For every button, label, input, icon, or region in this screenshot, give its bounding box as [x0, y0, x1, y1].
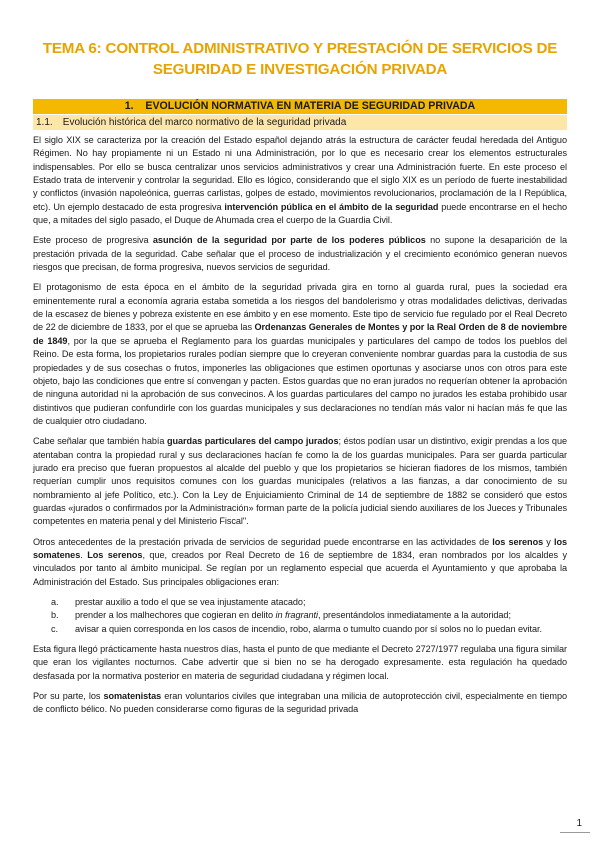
text-run: Por su parte, los	[33, 691, 104, 702]
bold-run: Ordenanzas Generales de Montes y por la Real Orden de 8 de noviembre de 1849	[33, 322, 567, 346]
text-run: y	[543, 536, 554, 547]
italic-run: in fragranti	[275, 610, 318, 621]
subsection-number: 1.1.	[36, 117, 53, 128]
list-item-text: avisar a quien corresponda en los casos de incendio, robo, alarma o tumulto cuando por sí solos no lo puedan evitar.	[75, 623, 542, 634]
section-title: EVOLUCIÓN NORMATIVA EN MATERIA DE SEGURIDAD PRIVADA	[145, 100, 476, 112]
section-number: 1.	[124, 100, 134, 112]
text-run: Cabe señalar que también había	[33, 436, 167, 447]
page-number: 1	[576, 818, 582, 829]
list-item-text: , presentándolos inmediatamente a la autoridad;	[317, 610, 511, 621]
document-title	[30, 38, 570, 80]
text-run: no supone la desaparición de la prestación privada de la seguridad. Cabe señalar que el proceso de industrialización y el crecimiento económico generan nuevos riesgos que precisan, de forma progresiva, nuevos servicios de seguridad.	[33, 235, 567, 273]
paragraph-4	[33, 435, 567, 528]
bold-run: Los serenos	[87, 549, 143, 560]
text-run: El siglo XIX se caracteriza por la creación del Estado español dejando atrás la estructura de carácter feudal heredada del Antiguo Régimen. No hay propiamente ni un Estado ni una Administración, por lo que es necesario crear los elementos estructurales indispensables. Por ello se busca centralizar unos servicios administrativos y crear una Administración fuerte. En este proceso el Estado trata de intervenir y controlar la seguridad. Ello es lógico, considerando que el siglo XIX es un período de fuerte inestabilidad y conflictos (invasión napoleónica, guerras carlistas, golpes de estado, movimientos revolucionarios, proclamación de la I República, etc). Un ejemplo destacado de esta progresiva	[33, 135, 567, 212]
list-marker: c.	[51, 623, 58, 634]
bold-run: intervención pública en el ámbito de la seguridad	[224, 201, 439, 212]
text-run: ; éstos podían usar un distintivo, exigir prendas a los que atentaban contra la propiedad rural y sus declaraciones hacían fe como la de los guardas municipales. Para ser guarda particular jurado era preciso que fueran propuestos al alcalde del pueblo y que los propietarios se hicieran fiadores de los mismos, también requerían cumplir unos requisitos comunes con los guardas municipales (relativos a las fianzas, a dar conocimiento de su nombramiento al jefe Político, etc.). Con la Ley de Enjuiciamiento Criminal de 14 de septiembre de 1882 se consideró que estos guardas «jurados o confirmados por la Administración» forman parte de la policía judicial siendo auxiliares de los Jueces y Tribunales competentes en materia penal y del Ministerio Fiscal".	[33, 436, 567, 527]
title-line-1: TEMA 6: CONTROL ADMINISTRATIVO Y PRESTACIÓN DE SERVICIOS DE	[42, 40, 558, 57]
text-run: El protagonismo de esta época en el ámbito de la seguridad privada gira en torno al guarda rural, pues la sociedad era eminentemente rural a economía agraria estaba sometida a los riesgos del bandolerismo y otras modalidades delictivas, derivadas de la escasez de bienes y pobreza existente en ese ámbito y en ese momento. Este tipo de servicio fue regulado por el Real Decreto de 22 de diciembre de 1833, por el que se aprueba las	[33, 282, 567, 333]
text-run: .	[80, 549, 88, 560]
obligations-list	[33, 596, 567, 636]
subsection-heading-1-1	[33, 115, 567, 130]
text-run: Este proceso de progresiva	[33, 235, 153, 246]
text-run: puede encontrarse en el hecho que, a mitades del siglo pasado, el Duque de Ahumada crea el cuerpo de la Guardia Civil.	[33, 201, 567, 226]
bold-run: guardas particulares del campo jurados	[166, 436, 339, 447]
list-item-text: prestar auxilio a todo el que se vea injustamente atacado;	[75, 597, 306, 607]
footer-rule	[560, 832, 590, 833]
list-item	[33, 623, 567, 636]
text-run: eran voluntarios civiles que integraban una milicia de autoprotección civil, especialmente en tiempo de conflicto bélico. No pueden considerarse como figuras de la seguridad privada	[33, 691, 568, 715]
text-run: Esta figura llegó prácticamente hasta nuestros días, hasta el punto de que mediante el Decreto 2727/1977 regulaba una figura similar que eran los vigilantes nocturnos. Cabe advertir que si bien no se ha derogado expresamente. esta regulación ha quedado desfasada por la normativa posterior en materia de seguridad ciudadana y régimen local.	[33, 644, 567, 681]
paragraph-6	[33, 643, 567, 683]
text-run: , que, creados por Real Decreto de 16 de septiembre de 1834, eran nombrados por los alcaldes y vinculados por tanto al ámbito municipal. Se regían por un reglamento especial que acuerda el Ayuntamiento y que aprobaba la Administración del Estado. Sus principales obligaciones eran:	[33, 549, 567, 587]
list-item	[33, 609, 567, 622]
paragraph-1	[33, 134, 567, 227]
list-marker: a.	[51, 597, 59, 607]
bold-run: asunción de la seguridad por parte de los poderes públicos	[152, 235, 426, 246]
bold-run: los somatenes	[33, 536, 568, 560]
text-run: Otros antecedentes de la prestación privada de servicios de seguridad puede encontrarse en las actividades de	[33, 536, 493, 547]
bold-run: los serenos	[492, 536, 544, 547]
list-item	[33, 596, 567, 609]
paragraph-3	[33, 281, 567, 428]
list-item-text: prender a los malhechores que cogieran en delito	[75, 610, 276, 621]
title-line-2: SEGURIDAD E INVESTIGACIÓN PRIVADA	[152, 61, 448, 78]
subsection-title: Evolución histórica del marco normativo de la seguridad privada	[62, 117, 347, 128]
bold-run: somatenistas	[103, 691, 162, 702]
paragraph-7	[33, 690, 567, 717]
paragraph-2	[33, 234, 567, 274]
section-heading-1	[33, 99, 567, 114]
list-marker: b.	[51, 610, 59, 621]
text-run: , por la que se aprueba el Reglamento para los guardas municipales y particulares del campo de todos los pueblos del Reino. De esta forma, los propietarios rurales podían siempre que lo creyeran conveniente nombrar guardas para la custodia de sus propiedades y de sus cosechas o frutos, imponerles las obligaciones que estimen oportunas y asociarse unos con otros para este objeto, bajo las condiciones que entre sí convengan y pacten. Estos guardas que no eran jurados no requerían obtener la aprobación de ninguna autoridad ni la aprobación de sus convecinos. A los guardas particulares del campo no jurados les estaba prohibido usar distintivos que pudieran confundirle con los guardas municipales y sus declaraciones no tendían más valor ni hacían más fe que las de cualquier otro ciudadano.	[33, 335, 568, 426]
body-text	[33, 134, 567, 724]
paragraph-5	[33, 536, 567, 589]
